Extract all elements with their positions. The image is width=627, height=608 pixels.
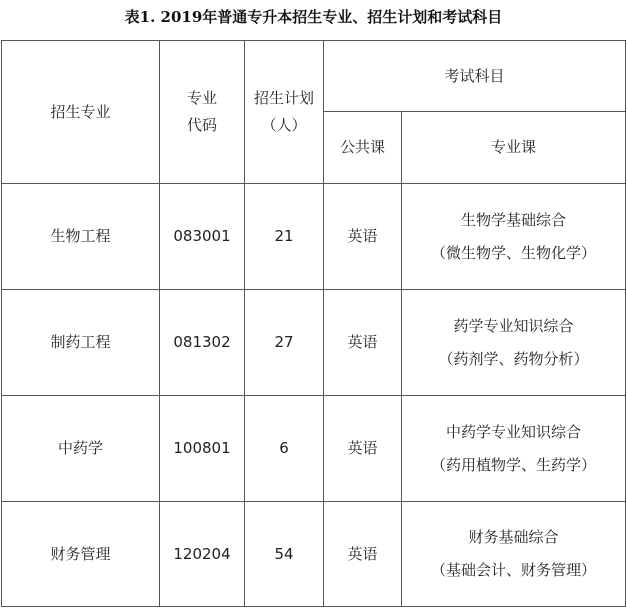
cell-course — [402, 396, 626, 502]
cell-plan: 27 — [245, 290, 324, 396]
table-row — [2, 502, 626, 607]
cell-major: 制药工程 — [2, 290, 160, 396]
table-row — [2, 184, 626, 290]
cell-code: 081302 — [160, 290, 245, 396]
course-detail: （药用植物学、生药学） — [431, 455, 597, 474]
cell-plan: 21 — [245, 184, 324, 290]
header-exam: 考试科目 — [324, 41, 626, 112]
course-name: 生物学基础综合 — [461, 210, 567, 229]
cell-public: 英语 — [324, 502, 402, 607]
course-detail: （药剂学、药物分析） — [438, 349, 589, 368]
course-detail: （微生物学、生物化学） — [431, 243, 597, 262]
course-detail: （基础会计、财务管理） — [431, 561, 597, 579]
course-name: 药学专业知识综合 — [453, 316, 574, 335]
cell-public: 英语 — [324, 184, 402, 290]
cell-course — [402, 184, 626, 290]
cell-course — [402, 290, 626, 396]
cell-code: 100801 — [160, 396, 245, 502]
cell-course — [402, 502, 626, 607]
header-code-line2: 代码 — [186, 116, 217, 134]
header-code-line1: 专业 — [186, 89, 217, 108]
header-major: 招生专业 — [2, 41, 160, 184]
cell-major: 生物工程 — [2, 184, 160, 290]
table-caption: 表1. 2019年普通专升本招生专业、招生计划和考试科目 — [124, 8, 503, 26]
header-code — [160, 41, 245, 184]
cell-major: 财务管理 — [2, 502, 160, 607]
header-plan-line2: （人） — [261, 116, 307, 134]
header-plan-line1: 招生计划 — [253, 89, 314, 108]
cell-plan: 6 — [245, 396, 324, 502]
course-name: 财务基础综合 — [468, 528, 559, 547]
header-professional: 专业课 — [402, 112, 626, 184]
cell-public: 英语 — [324, 396, 402, 502]
cell-code: 083001 — [160, 184, 245, 290]
header-plan — [245, 41, 324, 184]
cell-code: 120204 — [160, 502, 245, 607]
cell-plan: 54 — [245, 502, 324, 607]
cell-major: 中药学 — [2, 396, 160, 502]
table-row — [2, 396, 626, 502]
table-row — [2, 290, 626, 396]
admissions-table — [1, 40, 626, 607]
header-row-1 — [2, 41, 626, 112]
cell-public: 英语 — [324, 290, 402, 396]
course-name: 中药学专业知识综合 — [446, 422, 582, 441]
header-public: 公共课 — [324, 112, 402, 184]
